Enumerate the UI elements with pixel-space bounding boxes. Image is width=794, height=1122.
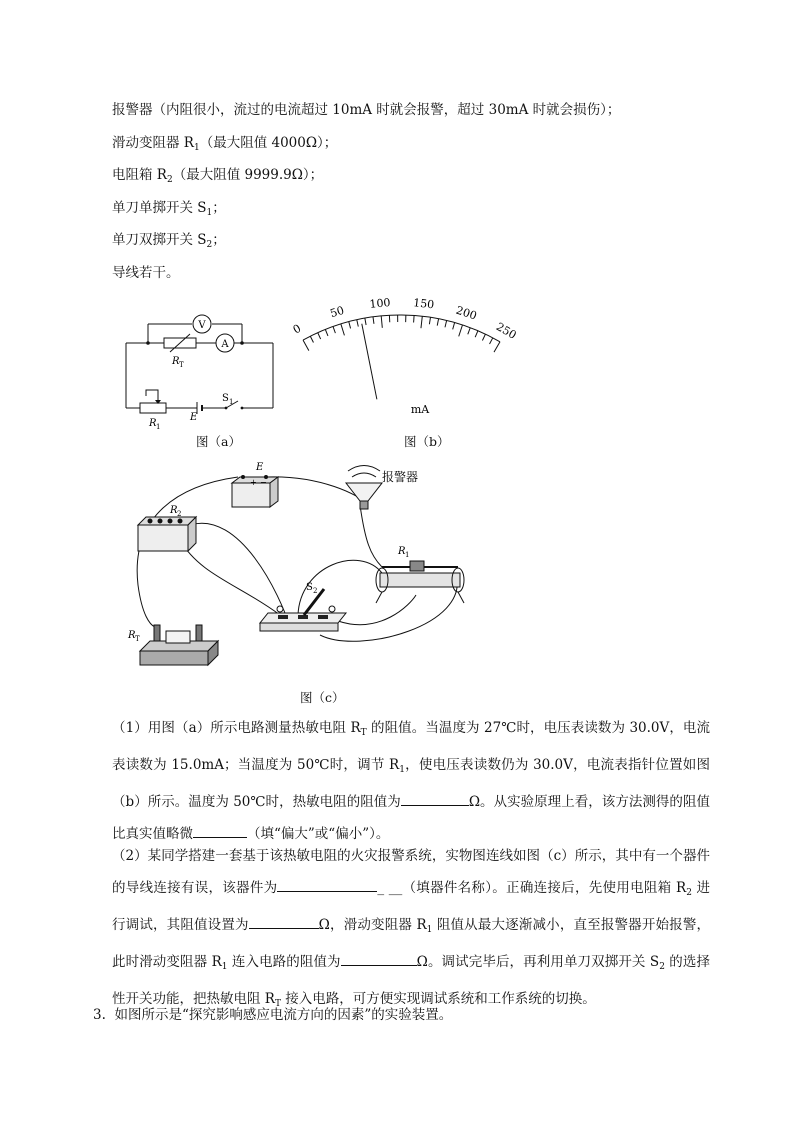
- s1-sub: 1: [229, 398, 234, 406]
- q1-sub-1: T: [360, 728, 367, 738]
- resistance-box: [138, 517, 196, 551]
- q1-text-1: （1）用图（a）所示电路测量热敏电阻 R: [112, 720, 361, 736]
- q1-answer-blank-1[interactable]: [401, 791, 469, 806]
- meter-tick: [482, 334, 485, 340]
- s1-label: S: [222, 393, 229, 404]
- meter-label-100: 100: [368, 295, 392, 311]
- box-text: 电阻箱 R: [112, 167, 167, 183]
- question-2: [112, 840, 710, 1020]
- box-text-b: （最大阻值 9999.9Ω）；: [172, 167, 324, 183]
- q1-text-4: Ω。从实验原理上看，该方法测得的阻值比真实值略微: [112, 794, 710, 842]
- meter-tick: [453, 323, 455, 330]
- meter-tick: [357, 320, 359, 327]
- meter-tick: [429, 317, 430, 324]
- c-rt-sub: T: [135, 635, 140, 643]
- c-r1-label: R: [398, 546, 406, 557]
- c-e-label: E: [256, 462, 264, 473]
- ammeter-label: A: [221, 339, 229, 350]
- q2-text-9: 接入电路，可方便实现调试系统和工作系统的切换。: [280, 991, 596, 1007]
- voltmeter-label: V: [198, 320, 206, 331]
- e-label: E: [190, 412, 198, 423]
- meter-tick: [365, 318, 366, 325]
- s2-text-b: ；: [212, 232, 226, 248]
- meter-tick: [333, 327, 335, 334]
- figure-a-caption: 图（a）: [196, 434, 241, 449]
- q2-text-3: 进行调试，其阻值设置为: [112, 880, 710, 933]
- q2-text-6: 连入电路的阻值为: [227, 954, 341, 970]
- meter-tick: [468, 328, 470, 335]
- q2-answer-blank-3[interactable]: [341, 951, 417, 966]
- q3-text: 如图所示是“探究影响感应电流方向的因素”的实验装置。: [114, 1007, 453, 1023]
- s2-text: 单刀双掷开关 S: [112, 232, 207, 248]
- q2-sub-8: T: [274, 999, 281, 1009]
- q1-answer-blank-2[interactable]: [193, 823, 247, 838]
- q1-text-2: 的阻值。当温度为 27℃时，电压表读数为 30.0V，电流表读数为 15.0mA；当温度为 50℃时，调节 R: [112, 720, 710, 773]
- q2-answer-blank-1[interactable]: [277, 877, 377, 892]
- rheostat-text: 滑动变阻器 R: [112, 135, 194, 151]
- q2-text-8: 的选择性开关功能，把热敏电阻 R: [112, 954, 711, 1007]
- q2-text-4: Ω，滑动变阻器 R: [318, 917, 427, 933]
- q2-sub-7: 2: [659, 962, 665, 972]
- meter-tick: [318, 333, 321, 339]
- meter-tick: [381, 316, 382, 328]
- box-sub: 2: [166, 175, 173, 185]
- meter-tick: [459, 325, 463, 336]
- q2-text-5: 阻值从最大逐渐减小，直至报警器开始报警，此时滑动变阻器 R: [112, 917, 711, 970]
- rt-label: R: [172, 356, 180, 367]
- thermistor: [140, 625, 218, 665]
- equipment-resistance-box: [112, 166, 323, 189]
- meter-label-0: 0: [290, 321, 304, 337]
- alarm-speaker: [346, 466, 382, 510]
- c-minus: −: [260, 478, 267, 487]
- rheostat-sub: 1: [193, 143, 200, 153]
- s2-sub: 2: [206, 240, 213, 250]
- meter-tick: [437, 319, 438, 326]
- rt-sub: T: [179, 361, 184, 369]
- q2-sub-5: 1: [221, 962, 228, 972]
- meter-tick: [303, 340, 309, 350]
- meter-tick: [490, 338, 493, 344]
- figure-c-wiring: [120, 455, 480, 680]
- q2-sub-4: 1: [426, 925, 433, 935]
- equipment-switch-s1: [112, 199, 226, 222]
- meter-tick: [349, 322, 351, 329]
- q1-text-5: （填“偏大”或“偏小”）。: [247, 826, 390, 842]
- meter-tick: [445, 321, 447, 328]
- s1-text: 单刀单掷开关 S: [112, 200, 207, 216]
- figure-b-meter: [282, 285, 552, 420]
- meter-tick: [494, 342, 500, 352]
- figure-c-caption: 图（c）: [300, 690, 345, 705]
- c-r1-sub: 1: [405, 551, 410, 559]
- question-3: [93, 1006, 452, 1024]
- q2-answer-blank-2[interactable]: [249, 914, 319, 929]
- q2-text-1: （2）某同学搭建一套基于该热敏电阻的火灾报警系统，实物图连线如图（c）所示，其中有一个器件的导线连接有误，该器件为: [112, 848, 710, 896]
- q2-text-1b: _ __: [377, 880, 403, 896]
- equipment-wires: 导线若干。: [112, 265, 180, 281]
- c-r2-sub: 2: [177, 510, 182, 518]
- meter-tick: [341, 324, 345, 335]
- c-s2-label: S: [306, 582, 313, 593]
- figure-a-circuit: [118, 312, 283, 432]
- question-1: [112, 712, 710, 850]
- rheostat-text-b: （最大阻值 4000Ω）；: [199, 135, 338, 151]
- meter-tick: [310, 336, 313, 342]
- meter-tick: [475, 331, 478, 337]
- meter-labels: [291, 296, 519, 342]
- q3-number: 3.: [93, 1007, 106, 1023]
- c-plus: +: [250, 478, 257, 487]
- s1-sub: 1: [206, 208, 213, 218]
- q2-text-2: （填器件名称）。正确连接后，先使用电阻箱 R: [402, 880, 687, 896]
- q2-sub-2: 2: [686, 888, 692, 898]
- r1-sub: 1: [156, 423, 161, 431]
- meter-tick: [421, 316, 422, 328]
- c-s2-sub: 2: [313, 587, 318, 595]
- s1-text-b: ；: [212, 200, 226, 216]
- meter-label-150: 150: [412, 296, 435, 312]
- q2-text-7: Ω。调试完毕后，再利用单刀双掷开关 S: [416, 954, 660, 970]
- figure-b-caption: 图（b）: [404, 434, 450, 449]
- meter-tick: [325, 329, 328, 335]
- equipment-alarm: 报警器（内阻很小，流过的电流超过 10mA 时就会报警，超过 30mA 时就会损伤）；: [112, 102, 621, 118]
- meter-label-50: 50: [328, 303, 346, 321]
- equipment-switch-s2: [112, 231, 226, 254]
- c-r2-label: R: [170, 505, 178, 516]
- meter-label-250: 250: [493, 320, 519, 342]
- q1-sub-2: 1: [399, 765, 405, 775]
- q1-text-3: ，使电压表读数仍为 30.0V，电流表指针位置如图（b）所示。温度为 50℃时，热敏电阻的阻值为: [112, 757, 710, 810]
- meter-needle: [362, 324, 377, 400]
- rheostat: [376, 561, 464, 603]
- meter-label-200: 200: [454, 303, 479, 323]
- meter-unit: mA: [410, 403, 430, 416]
- meter-tick: [373, 317, 374, 324]
- c-alarm-label: 报警器: [382, 470, 419, 484]
- c-rt-label: R: [128, 630, 136, 641]
- equipment-rheostat: [112, 134, 337, 157]
- r1-label: R: [149, 418, 157, 429]
